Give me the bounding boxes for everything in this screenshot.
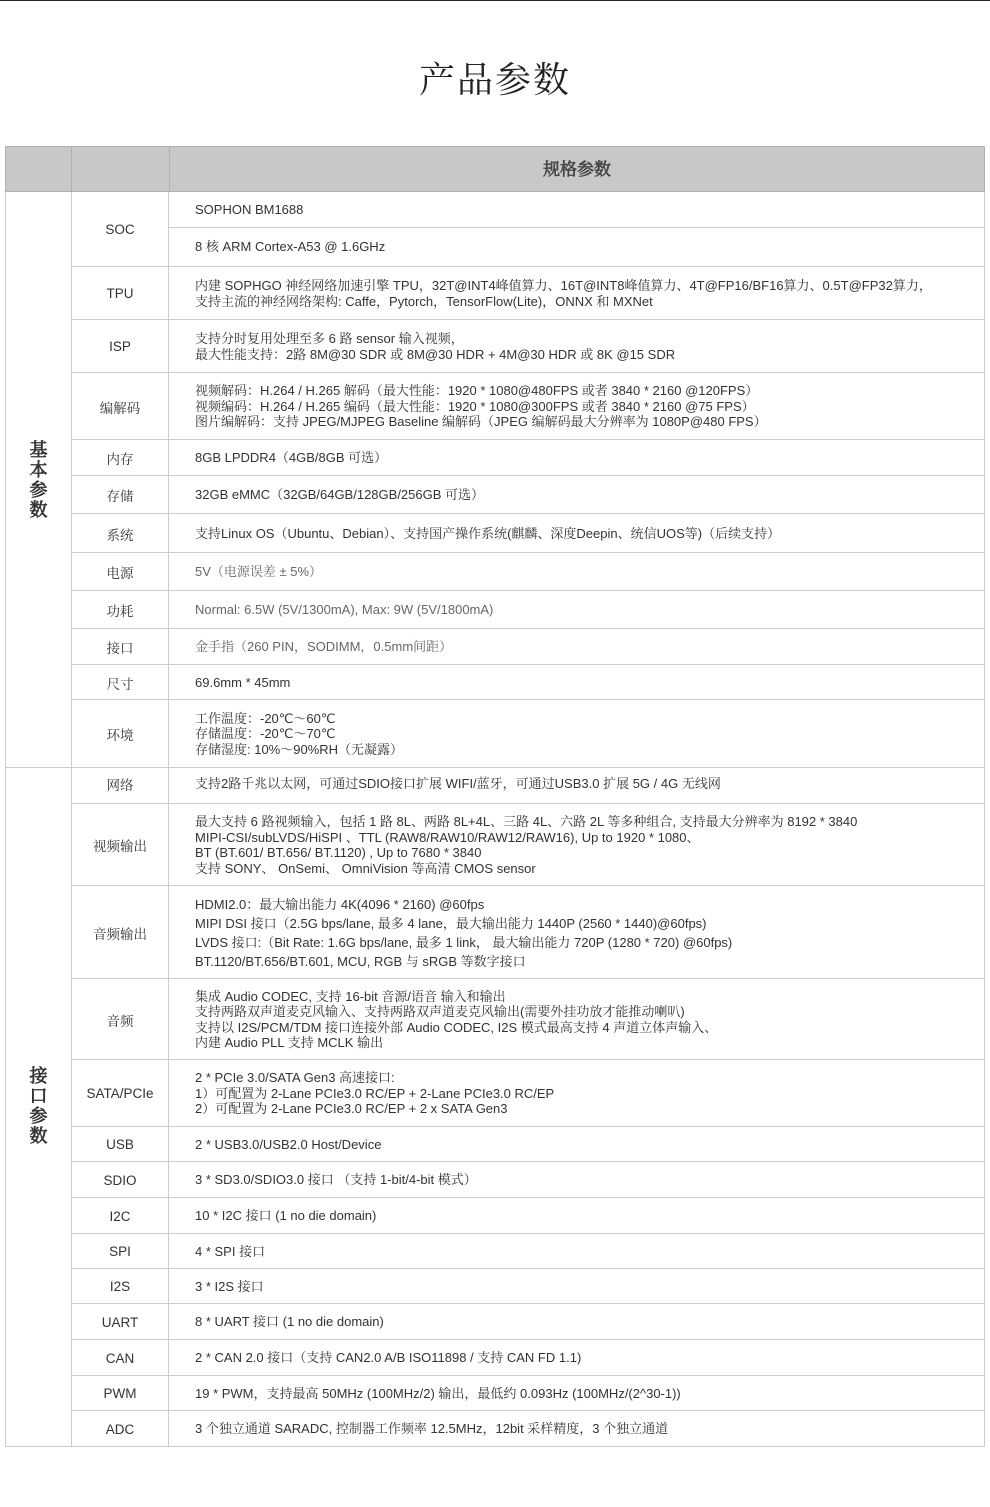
spec-value xyxy=(169,700,984,768)
spec-label: SOC xyxy=(72,192,169,266)
spec-row-environment xyxy=(72,699,984,768)
spec-value xyxy=(169,553,984,591)
spec-value-line: 支持2路千兆以太网，可通过SDIO接口扩展 WIFI/蓝牙，可通过USB3.0 扩展 5G / 4G 无线网 xyxy=(195,776,721,792)
spec-value-block xyxy=(169,979,984,1060)
spec-value xyxy=(169,1234,984,1269)
spec-value xyxy=(169,192,984,266)
spec-value-block xyxy=(169,1127,984,1162)
spec-label: ADC xyxy=(72,1411,169,1447)
spec-value-line: SOPHON BM1688 xyxy=(195,201,304,217)
spec-row-pwm xyxy=(72,1375,984,1411)
group-label: 基本参数 xyxy=(29,439,48,520)
spec-value xyxy=(169,665,984,700)
spec-row-i2s xyxy=(72,1268,984,1304)
spec-row-os xyxy=(72,513,984,553)
spec-value-line: 内建 Audio PLL 支持 MCLK 输出 xyxy=(195,1035,384,1050)
spec-row-tpu xyxy=(72,266,984,320)
spec-value xyxy=(169,440,984,476)
spec-value-block xyxy=(169,373,984,440)
spec-value-block xyxy=(169,1411,984,1447)
spec-label: 功耗 xyxy=(72,591,169,629)
spec-value-line: 8GB LPDDR4（4GB/8GB 可选） xyxy=(195,450,388,466)
spec-label: 音频 xyxy=(72,979,169,1060)
spec-label: UART xyxy=(72,1304,169,1340)
spec-row-codec xyxy=(72,372,984,440)
spec-row-storage xyxy=(72,475,984,514)
spec-row-interface xyxy=(72,628,984,665)
spec-value-block xyxy=(169,192,984,227)
spec-value-block xyxy=(169,1304,984,1340)
spec-row-sata-pcie xyxy=(72,1059,984,1127)
spec-value-line: LVDS 接口:（Bit Rate: 1.6G bps/lane, 最多 1 link， 最大输出能力 720P (1280 * 720) @60fps) xyxy=(195,934,733,950)
spec-label: 接口 xyxy=(72,629,169,665)
spec-value-line: 工作温度：-20℃～60℃ xyxy=(195,710,336,726)
spec-value-line: 3 * SD3.0/SDIO3.0 接口 （支持 1-bit/4-bit 模式） xyxy=(195,1172,477,1188)
spec-value xyxy=(169,1376,984,1411)
spec-value-line: HDMI2.0：最大输出能力 4K(4096 * 2160) @60fps xyxy=(195,896,485,912)
spec-value xyxy=(169,1127,984,1162)
spec-row-power-consumption xyxy=(72,590,984,629)
group-interface-params xyxy=(5,765,985,1447)
spec-label: 内存 xyxy=(72,440,169,476)
spec-value-line: 8 * UART 接口 (1 no die domain) xyxy=(195,1314,384,1330)
spec-row-adc xyxy=(72,1410,984,1447)
spec-row-video-output xyxy=(72,803,984,886)
spec-value-line: Normal: 6.5W (5V/1300mA), Max: 9W (5V/1800mA) xyxy=(195,602,494,618)
spec-value-line: 金手指（260 PIN，SODIMM，0.5mm间距） xyxy=(195,639,453,655)
spec-row-i2c xyxy=(72,1197,984,1234)
spec-label: SDIO xyxy=(72,1162,169,1198)
spec-value-line: 32GB eMMC（32GB/64GB/128GB/256GB 可选） xyxy=(195,487,485,503)
spec-label: ISP xyxy=(72,320,169,373)
spec-row-power xyxy=(72,552,984,591)
spec-value-line: BT (BT.601/ BT.656/ BT.1120) , Up to 7680 * 3840 xyxy=(195,845,482,860)
spec-value-line: 视频编码：H.264 / H.265 编码（最大性能：1920 * 1080@300FPS 或者 3840 * 2160 @75 FPS） xyxy=(195,398,755,414)
spec-value xyxy=(169,1198,984,1234)
table-header-row xyxy=(5,146,985,192)
spec-label: TPU xyxy=(72,267,169,320)
spec-value xyxy=(169,591,984,629)
spec-value-line: 视频解码：H.264 / H.265 解码（最大性能：1920 * 1080@480FPS 或者 3840 * 2160 @120FPS） xyxy=(195,383,759,399)
spec-value-line: 最大性能支持：2路 8M@30 SDR 或 8M@30 HDR + 4M@30 HDR 或 8K @15 SDR xyxy=(195,346,676,362)
spec-value-line: 5V（电源误差 ± 5%） xyxy=(195,564,323,580)
spec-label: 视频输出 xyxy=(72,804,169,886)
spec-label: 网络 xyxy=(72,765,169,803)
spec-value-line: 10 * I2C 接口 (1 no die domain) xyxy=(195,1208,377,1224)
page-title: 产品参数 xyxy=(418,59,571,100)
spec-label: CAN xyxy=(72,1340,169,1376)
spec-value-block xyxy=(169,765,984,803)
spec-value-block xyxy=(169,886,984,979)
spec-row-audio xyxy=(72,978,984,1060)
spec-value-block xyxy=(169,591,984,629)
spec-value-line: 支持分时复用处理至多 6 路 sensor 输入视频， xyxy=(195,331,464,346)
spec-value-line: 3 * I2S 接口 xyxy=(195,1278,264,1294)
spec-label: I2C xyxy=(72,1198,169,1234)
spec-label: 系统 xyxy=(72,514,169,553)
spec-value xyxy=(169,320,984,373)
spec-value xyxy=(169,476,984,514)
spec-row-memory xyxy=(72,439,984,476)
group-label: 接口参数 xyxy=(29,1065,48,1146)
spec-value xyxy=(169,804,984,886)
spec-row-usb xyxy=(72,1126,984,1162)
spec-value-line: 存储温度：-20℃～70℃ xyxy=(195,726,336,742)
spec-row-network xyxy=(72,765,984,803)
spec-value-line: BT.1120/BT.656/BT.601, MCU, RGB 与 sRGB 等数字接口 xyxy=(195,953,526,969)
spec-value-line: 最大支持 6 路视频输入，包括 1 路 8L、两路 8L+4L、三路 4L、六路 2L 等多种组合, 支持最大分辨率为 8192 * 3840 xyxy=(195,814,858,829)
spec-label: 编解码 xyxy=(72,373,169,440)
spec-row-isp xyxy=(72,319,984,373)
spec-value-line: 2 * CAN 2.0 接口（支持 CAN2.0 A/B ISO11898 / 支持 CAN FD 1.1) xyxy=(195,1350,582,1366)
spec-value xyxy=(169,267,984,320)
spec-label: SATA/PCIe xyxy=(72,1060,169,1127)
spec-value-block xyxy=(169,1340,984,1376)
spec-value-line: 8 核 ARM Cortex-A53 @ 1.6GHz xyxy=(195,239,386,255)
spec-value-line: MIPI DSI 接口（2.5G bps/lane, 最多 4 lane，最大输出能力 1440P (2560 * 1440)@60fps) xyxy=(195,915,707,931)
group-label-cell xyxy=(6,192,72,767)
spec-row-audio-display-output xyxy=(72,885,984,979)
spec-value-line: 支持以 I2S/PCM/TDM 接口连接外部 Audio CODEC, I2S 模式最高支持 4 声道立体声输入、 xyxy=(195,1019,718,1035)
spec-value-line: 19 * PWM，支持最高 50MHz (100MHz/2) 输出，最低约 0.093Hz (100MHz/(2^30-1)) xyxy=(195,1385,681,1401)
spec-value-block xyxy=(169,665,984,700)
group-label-cell xyxy=(6,765,72,1446)
table-header-title: 规格参数 xyxy=(543,160,611,179)
spec-value-line: MIPI-CSI/subLVDS/HiSPI 、TTL (RAW8/RAW10/RAW12/RAW16), Up to 1920 * 1080、 xyxy=(195,829,700,845)
spec-value-block xyxy=(169,629,984,665)
spec-label: 电源 xyxy=(72,553,169,591)
spec-row-size xyxy=(72,664,984,700)
spec-value-block xyxy=(169,700,984,768)
spec-value-block xyxy=(169,440,984,476)
spec-value-line: 存储湿度: 10%～90%RH（无凝露） xyxy=(195,741,404,757)
spec-value-block xyxy=(169,1234,984,1269)
spec-value-line: 4 * SPI 接口 xyxy=(195,1243,266,1259)
spec-row-can xyxy=(72,1339,984,1376)
spec-label: 尺寸 xyxy=(72,665,169,700)
spec-value-block xyxy=(169,227,984,266)
spec-value-line: 2 * USB3.0/USB2.0 Host/Device xyxy=(195,1136,382,1152)
spec-value-block xyxy=(169,1376,984,1411)
spec-value xyxy=(169,1060,984,1127)
spec-value-block xyxy=(169,1198,984,1234)
top-divider xyxy=(0,0,990,1)
spec-value-line: 内建 SOPHGO 神经网络加速引擎 TPU，32T@INT4峰值算力、16T@INT8峰值算力、4T@FP16/BF16算力、0.5T@FP32算力， xyxy=(195,278,932,293)
spec-label: I2S xyxy=(72,1269,169,1304)
spec-row-uart xyxy=(72,1303,984,1340)
spec-value-line: 图片编解码：支持 JPEG/MJPEG Baseline 编解码（JPEG 编解码最大分辨率为 1080P@480 FPS） xyxy=(195,414,767,430)
spec-label: 存储 xyxy=(72,476,169,514)
spec-row-sdio xyxy=(72,1161,984,1198)
spec-value-block xyxy=(169,1269,984,1304)
spec-label: 音频输出 xyxy=(72,886,169,979)
spec-value-block xyxy=(169,804,984,886)
spec-label: USB xyxy=(72,1127,169,1162)
spec-value xyxy=(169,1269,984,1304)
spec-value-line: 2）可配置为 2-Lane PCIe3.0 RC/EP + 2 x SATA Gen3 xyxy=(195,1101,508,1117)
spec-value xyxy=(169,1340,984,1376)
spec-value-line: 支持 SONY、 OnSemi、 OmniVision 等高清 CMOS sensor xyxy=(195,860,536,876)
spec-value-block xyxy=(169,476,984,514)
spec-value-line: 3 个独立通道 SARADC, 控制器工作频率 12.5MHz，12bit 采样精度，3 个独立通道 xyxy=(195,1421,669,1437)
spec-value-line: 支持Linux OS（Ubuntu、Debian）、支持国产操作系统(麒麟、深度Deepin、统信UOS等)（后续支持） xyxy=(195,525,781,541)
spec-value-block xyxy=(169,1060,984,1127)
spec-value xyxy=(169,886,984,979)
spec-value xyxy=(169,629,984,665)
spec-value-line: 2 * PCIe 3.0/SATA Gen3 高速接口: xyxy=(195,1070,395,1086)
spec-value xyxy=(169,514,984,553)
spec-value-line: 支持两路双声道麦克风输入、支持两路双声道麦克风输出(需要外挂功放才能推动喇叭) xyxy=(195,1004,685,1019)
group-basic-params xyxy=(5,192,985,768)
spec-value-block xyxy=(169,553,984,591)
spec-value xyxy=(169,1304,984,1340)
spec-row-spi xyxy=(72,1233,984,1269)
spec-value xyxy=(169,1162,984,1198)
spec-value-line: 支持主流的神经网络架构: Caffe，Pytorch，TensorFlow(Lite)，ONNX 和 MXNet xyxy=(195,293,653,309)
spec-row-soc xyxy=(72,192,984,266)
spec-value xyxy=(169,373,984,440)
spec-value-line: 1）可配置为 2-Lane PCIe3.0 RC/EP + 2-Lane PCIe3.0 RC/EP xyxy=(195,1085,555,1101)
spec-value-line: 集成 Audio CODEC, 支持 16-bit 音源/语音 输入和输出 xyxy=(195,988,506,1004)
spec-label: PWM xyxy=(72,1376,169,1411)
spec-value-block xyxy=(169,267,984,320)
spec-value-block xyxy=(169,514,984,553)
spec-label: 环境 xyxy=(72,700,169,768)
spec-value-block xyxy=(169,1162,984,1198)
spec-value-block xyxy=(169,320,984,373)
spec-value xyxy=(169,979,984,1060)
spec-label: SPI xyxy=(72,1234,169,1269)
spec-value xyxy=(169,1411,984,1447)
spec-value xyxy=(169,765,984,803)
spec-value-line: 69.6mm * 45mm xyxy=(195,674,291,690)
